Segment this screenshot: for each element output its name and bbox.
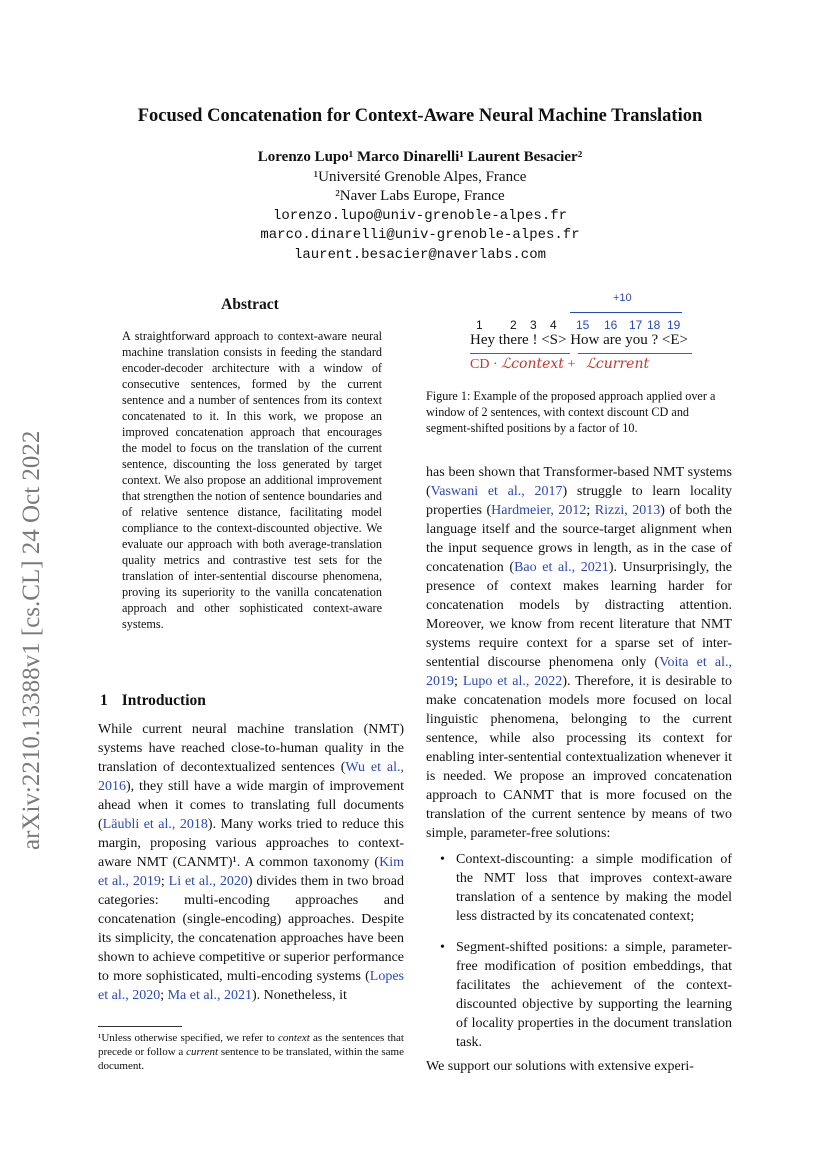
text-run: ). Nonetheless, it <box>251 988 347 1003</box>
text-run: Context-discounting: a simple modification of the NMT loss that improves context-aware translation of a sentence by making the model less distracted by its concatenated context; <box>456 852 732 924</box>
citation-link[interactable]: Voita et al., 2019 <box>426 655 733 689</box>
text-run: ). Unsurprisingly, the presence of context makes learning harder for concatenation models by distracting attention. Moreover, we know from recent literature that NMT systems require context for a sparse set of inter-sentential discourse phenomena only ( <box>426 560 732 670</box>
position-index: 4 <box>550 318 557 332</box>
text-run: ; <box>454 674 463 689</box>
text-run: as the sentences that precede or follow a <box>98 1032 404 1058</box>
context-underline <box>470 353 570 354</box>
current-underline <box>578 353 692 354</box>
section-title: Introduction <box>121 692 206 709</box>
text-run: + <box>563 357 579 372</box>
citation-link[interactable]: Bao et al., 2021 <box>514 560 609 575</box>
loss-formula <box>470 356 649 373</box>
right-paragraph <box>426 463 732 843</box>
position-index: 2 <box>510 318 517 332</box>
affiliation-1: ¹Université Grenoble Alpes, France <box>313 168 527 185</box>
text-run: ℒcontext <box>501 356 564 372</box>
figure-caption: Figure 1: Example of the proposed approach applied over a window of 2 sentences, with context discount CD and segment-shifted positions by a factor of 10. <box>426 389 716 435</box>
position-index: 18 <box>647 318 661 332</box>
text-run: ). Many works tried to reduce this margin, proposing various approaches to context-aware NMT (CANMT)¹. A common taxonomy ( <box>98 817 404 870</box>
position-index: 16 <box>604 318 618 332</box>
offset-label: +10 <box>613 292 632 304</box>
citation-link[interactable]: Lopes et al., 2020 <box>98 969 404 1003</box>
citation-link[interactable]: Rizzi, 2013 <box>594 503 661 518</box>
position-index: 15 <box>576 318 590 332</box>
footnote-marker: ¹ <box>98 1032 102 1044</box>
text-run: ; <box>160 874 169 889</box>
text-run: ; <box>160 988 168 1003</box>
position-index: 1 <box>476 318 483 332</box>
text-run: ). Therefore, it is desirable to make concatenation models more focused on local linguistic phenomena, belonging to the current sentence, while also processing its context for enabling inter-sentential contextualization whenever it is needed. We propose an improved concatenation approach to CANMT that is more focused on the translation of the current sentence by means of two simple, parameter-free solutions: <box>426 674 732 841</box>
bullet-list <box>440 850 732 1064</box>
text-run: ) struggle to learn locality properties ( <box>426 484 732 518</box>
text-run: ) of both the language itself and the source-target alignment when the input sequence grows in length, as in the case of concatenation ( <box>426 503 732 575</box>
position-index: 17 <box>629 318 643 332</box>
text-run: ) divides them in two broad categories: multi-encoding approaches and concatenation (single-encoding) approaches. Despite its simplicity, the concatenation approaches have been shown to achieve competitive or superior performance to more sophisticated, multi-encoding systems ( <box>98 874 404 984</box>
list-item <box>440 850 732 926</box>
offset-bracket <box>570 312 682 313</box>
closing-line: We support our solutions with extensive experi- <box>426 1059 694 1074</box>
intro-paragraph: While current neural machine translation (NMT) systems have reached close-to-human quality in the translation of decontextualized sentences (Wu et al., 2016), they still have a wide margin of improvement ahead when it comes to translating full documents (Läubli et al., 2018). Many works tried to reduce this margin, proposing various approaches to context-aware NMT (CANMT)¹. A common taxonomy (Kim et al., 2019; Li et al., 2020) divides them in two broad categories: multi-encoding approaches and concatenation (single-encoding) approaches. Despite its simplicity, the concatenation approaches have been shown to achieve competitive or superior performance to more sophisticated, multi-encoding systems (Lopes et al., 2020; Ma et al., 2021). Nonetheless, it <box>98 722 404 1003</box>
abstract-text: A straightforward approach to context-aware neural machine translation consists in feeding the standard encoder-decoder architecture with a window of consecutive sentences, formed by the current sentence and a number of sentences from its context concatenated to it. In this work, we propose an improved concatenation approach that encourages the model to focus on the translation of the current sentence, discounting the loss generated by target context. We also propose an additional improvement that strengthen the notion of sentence boundaries and of relative sentence distance, facilitating model compliance to the context-discounted objective. We evaluate our approach with both average-translation quality metrics and contrastive test sets for the translation of inter-sentential discourse phenomena, proving its superiority to the vanilla concatenation approach and other sophisticated context-aware systems. <box>122 329 382 631</box>
section-heading-introduction <box>100 692 206 710</box>
citation-link[interactable]: Li et al., 2020 <box>168 874 248 889</box>
text-run: context <box>278 1032 310 1044</box>
position-index: 19 <box>667 318 681 332</box>
text-run: Segment-shifted positions: a simple, parameter-free modification of position embeddings, that facilitates the achievement of the context-discounted objective by supporting the learning of locality properties in the document translation task. <box>456 940 732 1050</box>
text-run: has been shown that Transformer-based NMT systems ( <box>426 465 732 499</box>
text-run: ), they still have a wide margin of improvement ahead when it comes to translating full documents ( <box>98 779 404 832</box>
text-run: ; <box>586 503 595 518</box>
bullet-icon: • <box>440 852 445 867</box>
email-1: lorenzo.lupo@univ-grenoble-alpes.fr <box>272 207 568 224</box>
citation-link[interactable]: Lupo et al., 2022 <box>462 674 563 689</box>
author-block <box>100 148 740 265</box>
footnote <box>98 1031 404 1073</box>
citation-link[interactable]: Ma et al., 2021 <box>167 988 252 1003</box>
arxiv-stamp: arXiv:2210.13388v1 [cs.CL] 24 Oct 2022 <box>18 430 45 850</box>
text-run: sentence to be translated, within the same document. <box>98 1046 404 1072</box>
example-sentence: Hey there ! <S> How are you ? <E> <box>470 332 688 348</box>
email-3: laurent.besacier@naverlabs.com <box>293 246 547 263</box>
text-run: Unless otherwise specified, we refer to <box>101 1032 279 1044</box>
email-2: marco.dinarelli@univ-grenoble-alpes.fr <box>260 227 580 243</box>
text-run: current <box>186 1046 219 1058</box>
text-run: While current neural machine translation (NMT) systems have reached close-to-human quality in the translation of decontextualized sentences <box>98 722 404 775</box>
list-item <box>440 938 732 1052</box>
affiliation-2: ²Naver Labs Europe, France <box>335 188 505 204</box>
section-number: 1 <box>100 692 108 709</box>
position-index: 3 <box>530 318 537 332</box>
citation-link[interactable]: Wu et al., 2016 <box>98 760 404 794</box>
paper-title: Focused Concatenation for Context-Aware Neural Machine Translation <box>137 106 703 126</box>
figure-1 <box>440 290 740 380</box>
bullet-icon: • <box>440 940 445 955</box>
author-names: Lorenzo Lupo¹ Marco Dinarelli¹ Laurent Besacier² <box>257 149 583 165</box>
citation-link[interactable]: Läubli et al., 2018 <box>102 817 208 832</box>
citation-link[interactable]: Kim et al., 2019 <box>98 855 404 889</box>
text-run: ℒcurrent <box>585 356 650 372</box>
citation-link[interactable]: Hardmeier, 2012 <box>491 503 587 518</box>
footnote-rule <box>98 1026 182 1027</box>
citation-link[interactable]: Vaswani et al., 2017 <box>430 484 563 499</box>
abstract-heading: Abstract <box>221 296 279 313</box>
text-run: CD · <box>470 357 502 372</box>
